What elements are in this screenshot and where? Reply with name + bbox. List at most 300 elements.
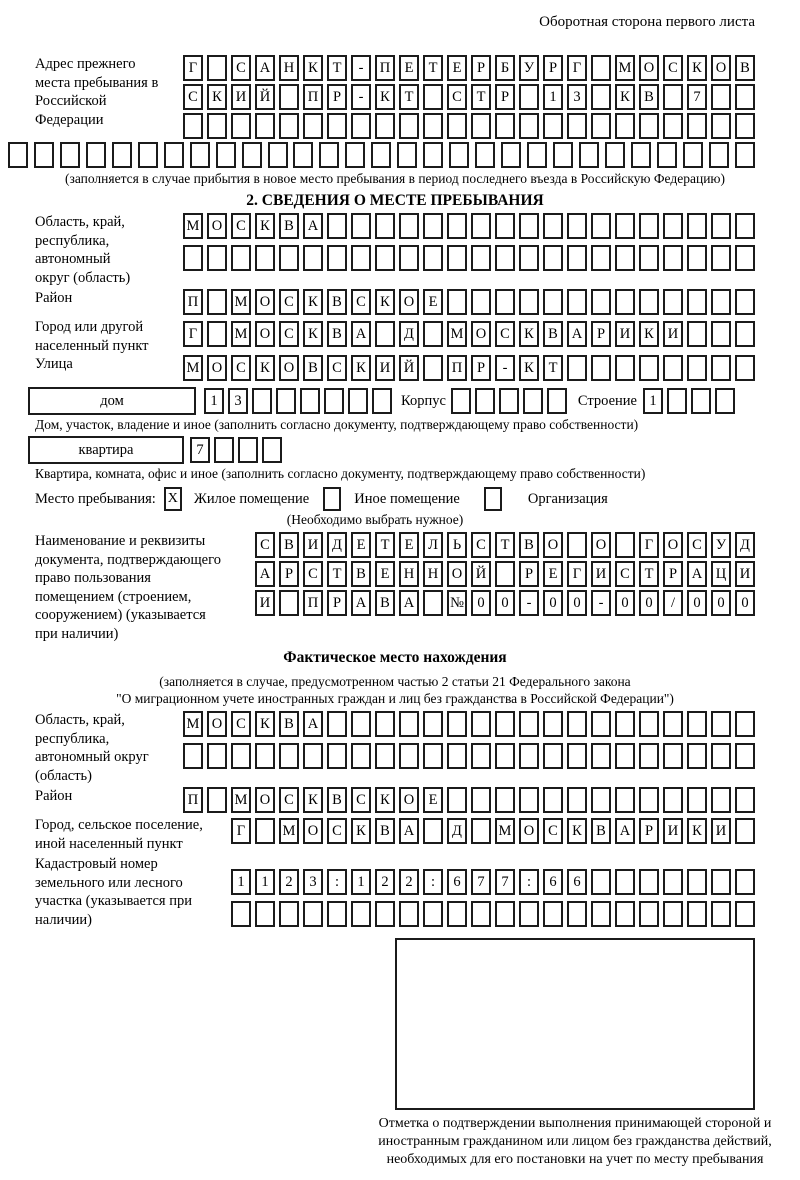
char-cell: Т (327, 55, 347, 81)
char-cell (735, 787, 755, 813)
document-label: Наименование и реквизиты документа, подтверждающего право пользования помещением (строением, сооружением) (указывается при наличии) (35, 533, 221, 642)
char-cell: Р (471, 55, 491, 81)
char-cell: С (327, 355, 347, 381)
char-cell: Р (519, 561, 539, 587)
char-cell (447, 289, 467, 315)
char-cell (397, 142, 417, 168)
char-cell: 2 (399, 869, 419, 895)
char-cell: 0 (495, 590, 515, 616)
char-cell (615, 289, 635, 315)
char-cell: 7 (687, 84, 707, 110)
char-cell: И (591, 561, 611, 587)
char-grid-row (231, 818, 755, 844)
char-cell (183, 245, 203, 271)
char-cell: Т (399, 84, 419, 110)
char-cell (255, 113, 275, 139)
section3-title: Фактическое место нахождения (283, 649, 507, 666)
char-cell (351, 743, 371, 769)
section2-title: 2. СВЕДЕНИЯ О МЕСТЕ ПРЕБЫВАНИЯ (246, 192, 544, 209)
char-cell (207, 55, 227, 81)
char-cell (138, 142, 158, 168)
char-cell: - (495, 355, 515, 381)
char-cell: С (231, 55, 251, 81)
char-cell (711, 289, 731, 315)
char-cell (567, 711, 587, 737)
char-cell: 0 (639, 590, 659, 616)
kadastr-grid (231, 855, 755, 927)
char-cell: 3 (303, 869, 323, 895)
char-cell: - (351, 84, 371, 110)
char-cell (327, 113, 347, 139)
char-cell (711, 743, 731, 769)
char-grid-row (255, 590, 755, 616)
char-cell (495, 787, 515, 813)
char-cell: И (663, 818, 683, 844)
char-grid-row (183, 113, 755, 139)
char-cell: И (255, 590, 275, 616)
char-cell (735, 869, 755, 895)
char-cell (268, 142, 288, 168)
char-cell (351, 213, 371, 239)
char-cell (423, 901, 443, 927)
char-cell: О (303, 818, 323, 844)
char-cell: И (615, 321, 635, 347)
char-cell (495, 901, 515, 927)
char-cell: Р (543, 55, 563, 81)
char-grid-row (255, 532, 755, 558)
char-cell (543, 289, 563, 315)
char-cell: 7 (190, 437, 210, 463)
char-cell: П (183, 289, 203, 315)
char-cell (279, 590, 299, 616)
char-cell: С (303, 561, 323, 587)
char-cell: О (399, 289, 419, 315)
char-cell (423, 142, 443, 168)
section3-subtitle-1: (заполняется в случае, предусмотренном частью 2 статьи 21 Федерального закона (159, 674, 631, 689)
char-cell: 1 (643, 388, 663, 414)
char-cell: Е (399, 532, 419, 558)
char-cell (567, 532, 587, 558)
char-cell: С (615, 561, 635, 587)
char-cell: Г (567, 561, 587, 587)
char-cell: С (495, 321, 515, 347)
char-cell: К (303, 787, 323, 813)
char-cell (711, 869, 731, 895)
char-cell (447, 901, 467, 927)
section3-subtitle-2: "О миграционном учете иностранных граждан и лиц без гражданства в Российской Федерации") (116, 691, 674, 706)
char-cell (60, 142, 80, 168)
char-cell (615, 213, 635, 239)
char-cell (262, 437, 282, 463)
char-cell (447, 787, 467, 813)
char-cell: А (567, 321, 587, 347)
char-cell: - (351, 55, 371, 81)
char-cell (190, 142, 210, 168)
char-cell (471, 113, 491, 139)
char-cell: С (231, 711, 251, 737)
char-cell: О (591, 532, 611, 558)
char-cell (663, 355, 683, 381)
char-cell (523, 388, 543, 414)
char-grid-row (231, 901, 755, 927)
char-cell: 0 (567, 590, 587, 616)
char-cell: Т (543, 355, 563, 381)
char-cell (615, 711, 635, 737)
char-cell: С (351, 787, 371, 813)
char-cell: С (183, 84, 203, 110)
char-cell (231, 901, 251, 927)
char-cell: К (303, 55, 323, 81)
char-cell (471, 213, 491, 239)
stamp-area-box (395, 938, 755, 1110)
char-cell (447, 711, 467, 737)
char-cell: Е (447, 55, 467, 81)
char-cell (519, 213, 539, 239)
char-cell (399, 113, 419, 139)
char-cell (687, 355, 707, 381)
char-cell: О (279, 355, 299, 381)
korpus-label: Корпус (401, 392, 446, 409)
char-cell (351, 245, 371, 271)
char-cell (615, 869, 635, 895)
char-cell: А (399, 590, 419, 616)
house-row (28, 387, 755, 415)
char-cell (579, 142, 599, 168)
char-cell (591, 113, 611, 139)
char-cell (735, 901, 755, 927)
char-cell (399, 743, 419, 769)
char-cell: Т (375, 532, 395, 558)
char-cell: В (375, 590, 395, 616)
char-cell: Г (567, 55, 587, 81)
checkbox-org (484, 487, 502, 511)
stroenie-label: Строение (577, 392, 637, 409)
char-cell (567, 787, 587, 813)
char-cell (255, 245, 275, 271)
char-cell: Е (399, 55, 419, 81)
char-cell: О (255, 289, 275, 315)
char-cell (447, 213, 467, 239)
char-cell (303, 743, 323, 769)
char-cell: К (351, 355, 371, 381)
char-cell (351, 113, 371, 139)
char-cell: 7 (471, 869, 491, 895)
char-cell (231, 113, 251, 139)
char-cell: А (303, 711, 323, 737)
char-cell (214, 437, 234, 463)
char-cell: К (375, 84, 395, 110)
char-cell (519, 743, 539, 769)
char-cell: Е (543, 561, 563, 587)
char-cell: 6 (447, 869, 467, 895)
char-cell: А (399, 818, 419, 844)
char-cell (567, 289, 587, 315)
char-cell (471, 289, 491, 315)
char-cell: С (663, 55, 683, 81)
char-cell: И (663, 321, 683, 347)
apartment-label-box: квартира (28, 436, 184, 464)
char-cell (615, 743, 635, 769)
char-cell (375, 901, 395, 927)
char-cell (207, 787, 227, 813)
char-cell (591, 355, 611, 381)
char-cell: - (591, 590, 611, 616)
char-cell: Д (327, 532, 347, 558)
char-cell (663, 84, 683, 110)
char-cell: Р (327, 590, 347, 616)
char-cell (183, 743, 203, 769)
char-cell (687, 213, 707, 239)
char-cell (735, 321, 755, 347)
char-cell (471, 901, 491, 927)
char-cell (543, 711, 563, 737)
char-cell: И (231, 84, 251, 110)
char-cell: О (663, 532, 683, 558)
char-cell (687, 113, 707, 139)
char-cell: Н (279, 55, 299, 81)
char-cell: У (711, 532, 731, 558)
char-cell (663, 113, 683, 139)
char-cell: М (231, 787, 251, 813)
char-cell: 0 (711, 590, 731, 616)
char-cell (657, 142, 677, 168)
char-cell: Т (495, 532, 515, 558)
char-cell (399, 711, 419, 737)
char-cell: А (351, 321, 371, 347)
char-cell: Е (351, 532, 371, 558)
char-cell: С (351, 289, 371, 315)
char-cell (423, 711, 443, 737)
page-header-note: Оборотная сторона первого листа (539, 14, 755, 30)
char-cell: С (279, 289, 299, 315)
char-cell: Ь (447, 532, 467, 558)
char-cell (238, 437, 258, 463)
char-cell (735, 142, 755, 168)
char-cell: Р (495, 84, 515, 110)
char-cell (567, 355, 587, 381)
field-oblast-fact (35, 711, 755, 787)
char-cell (495, 213, 515, 239)
char-cell (279, 901, 299, 927)
char-cell: В (279, 213, 299, 239)
char-cell (663, 711, 683, 737)
char-cell: 6 (567, 869, 587, 895)
char-grid-row-full-width (8, 142, 755, 168)
char-cell (471, 245, 491, 271)
char-cell (231, 245, 251, 271)
char-cell: П (303, 84, 323, 110)
char-cell (687, 787, 707, 813)
char-cell (543, 743, 563, 769)
gorod-label: Город или другой населенный пункт (35, 319, 149, 354)
checkbox-inoe (323, 487, 341, 511)
char-cell: К (615, 84, 635, 110)
apartment-number-cells (190, 437, 282, 463)
char-cell (351, 711, 371, 737)
prev-address-grid (183, 55, 755, 139)
char-cell: М (183, 355, 203, 381)
char-cell: А (255, 55, 275, 81)
char-cell: 1 (351, 869, 371, 895)
char-cell (351, 901, 371, 927)
char-cell (615, 532, 635, 558)
char-cell: А (255, 561, 275, 587)
char-cell (519, 787, 539, 813)
char-cell (423, 355, 443, 381)
char-cell: О (399, 787, 419, 813)
prev-address-label: Адрес прежнего места пребывания в Российской Федерации (35, 56, 159, 128)
char-cell: 0 (687, 590, 707, 616)
char-cell (639, 289, 659, 315)
char-cell: Й (471, 561, 491, 587)
field-gorod (35, 318, 755, 355)
char-cell (543, 213, 563, 239)
char-cell (207, 743, 227, 769)
char-cell (447, 113, 467, 139)
char-cell (567, 113, 587, 139)
char-cell: В (327, 289, 347, 315)
field-gorod-fact (35, 816, 755, 853)
char-cell: 2 (279, 869, 299, 895)
char-cell: В (639, 84, 659, 110)
char-cell (279, 743, 299, 769)
char-cell: 0 (615, 590, 635, 616)
char-cell (687, 869, 707, 895)
char-cell (423, 590, 443, 616)
char-cell (495, 561, 515, 587)
char-cell: Г (231, 818, 251, 844)
char-grid-row (183, 289, 755, 315)
char-cell (591, 289, 611, 315)
char-cell (375, 113, 395, 139)
char-cell (327, 245, 347, 271)
char-cell (735, 84, 755, 110)
char-cell: К (207, 84, 227, 110)
char-cell: Н (399, 561, 419, 587)
char-cell: 1 (255, 869, 275, 895)
char-cell (519, 901, 539, 927)
char-cell: 0 (735, 590, 755, 616)
char-cell: Е (423, 787, 443, 813)
gorod-grid (183, 318, 755, 347)
apartment-row (28, 436, 755, 464)
char-cell (345, 142, 365, 168)
char-cell (399, 245, 419, 271)
char-cell (300, 388, 320, 414)
char-cell (615, 901, 635, 927)
oblast-label: Область, край, республика, автономный округ (область) (35, 214, 131, 286)
char-cell (276, 388, 296, 414)
char-cell (279, 245, 299, 271)
char-grid-row (255, 561, 755, 587)
char-cell (375, 213, 395, 239)
char-cell (687, 321, 707, 347)
char-cell: О (543, 532, 563, 558)
char-cell: О (255, 321, 275, 347)
char-cell (471, 711, 491, 737)
char-cell (735, 355, 755, 381)
char-cell: К (255, 213, 275, 239)
char-cell: О (447, 561, 467, 587)
char-cell: Р (591, 321, 611, 347)
char-cell (86, 142, 106, 168)
kadastr-label: Кадастровый номер земельного или лесного участка (указывается при наличии) (35, 856, 192, 928)
house-caption: Дом, участок, владение и иное (заполнить согласно документу, подтверждающему право собственности) (35, 417, 639, 432)
char-cell: К (519, 321, 539, 347)
char-cell: М (183, 213, 203, 239)
char-cell: Д (399, 321, 419, 347)
char-cell (591, 84, 611, 110)
char-cell (327, 711, 347, 737)
char-cell (207, 321, 227, 347)
place-type-label: Место пребывания: (35, 490, 156, 507)
char-grid-row (183, 787, 755, 813)
char-cell: 3 (567, 84, 587, 110)
char-cell (519, 245, 539, 271)
char-cell: Р (663, 561, 683, 587)
char-cell (255, 901, 275, 927)
char-cell: 1 (543, 84, 563, 110)
char-cell (495, 711, 515, 737)
char-cell (687, 245, 707, 271)
ulitsa-grid (183, 355, 755, 381)
char-cell (372, 388, 392, 414)
char-cell (711, 355, 731, 381)
char-cell: В (351, 561, 371, 587)
char-cell: 0 (471, 590, 491, 616)
char-cell: Т (639, 561, 659, 587)
char-cell (495, 245, 515, 271)
char-cell: Г (639, 532, 659, 558)
char-cell: П (183, 787, 203, 813)
char-cell: В (375, 818, 395, 844)
char-cell: - (519, 590, 539, 616)
char-cell (711, 787, 731, 813)
char-cell: В (327, 787, 347, 813)
char-cell (8, 142, 28, 168)
char-cell (547, 388, 567, 414)
char-cell (711, 113, 731, 139)
char-cell (543, 901, 563, 927)
char-cell (663, 869, 683, 895)
char-cell (327, 743, 347, 769)
char-cell: № (447, 590, 467, 616)
char-cell (687, 289, 707, 315)
char-cell (567, 743, 587, 769)
char-cell: Й (399, 355, 419, 381)
char-cell (471, 787, 491, 813)
apartment-caption: Квартира, комната, офис и иное (заполнить согласно документу, подтверждающему право собственности) (35, 466, 646, 481)
char-cell (591, 245, 611, 271)
char-cell: П (375, 55, 395, 81)
char-cell (735, 289, 755, 315)
field-document (35, 532, 755, 643)
char-cell: В (591, 818, 611, 844)
char-cell (423, 113, 443, 139)
char-cell: / (663, 590, 683, 616)
char-cell: П (303, 590, 323, 616)
char-cell: В (303, 355, 323, 381)
char-cell (207, 289, 227, 315)
char-cell (567, 213, 587, 239)
char-cell (252, 388, 272, 414)
char-cell (663, 289, 683, 315)
char-cell (663, 213, 683, 239)
char-cell (591, 901, 611, 927)
char-cell (735, 743, 755, 769)
char-cell (639, 213, 659, 239)
char-cell (639, 787, 659, 813)
